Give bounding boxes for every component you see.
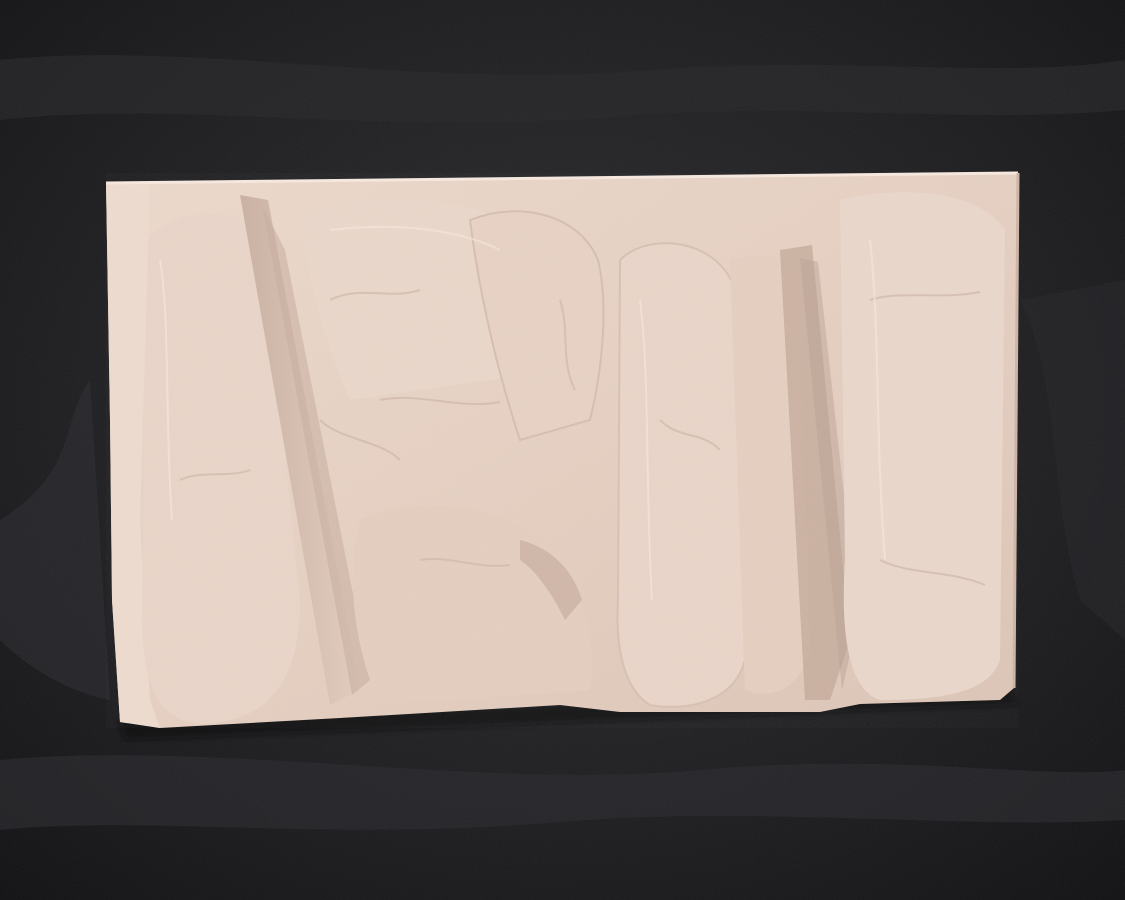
plaster-panel: [106, 173, 1018, 728]
